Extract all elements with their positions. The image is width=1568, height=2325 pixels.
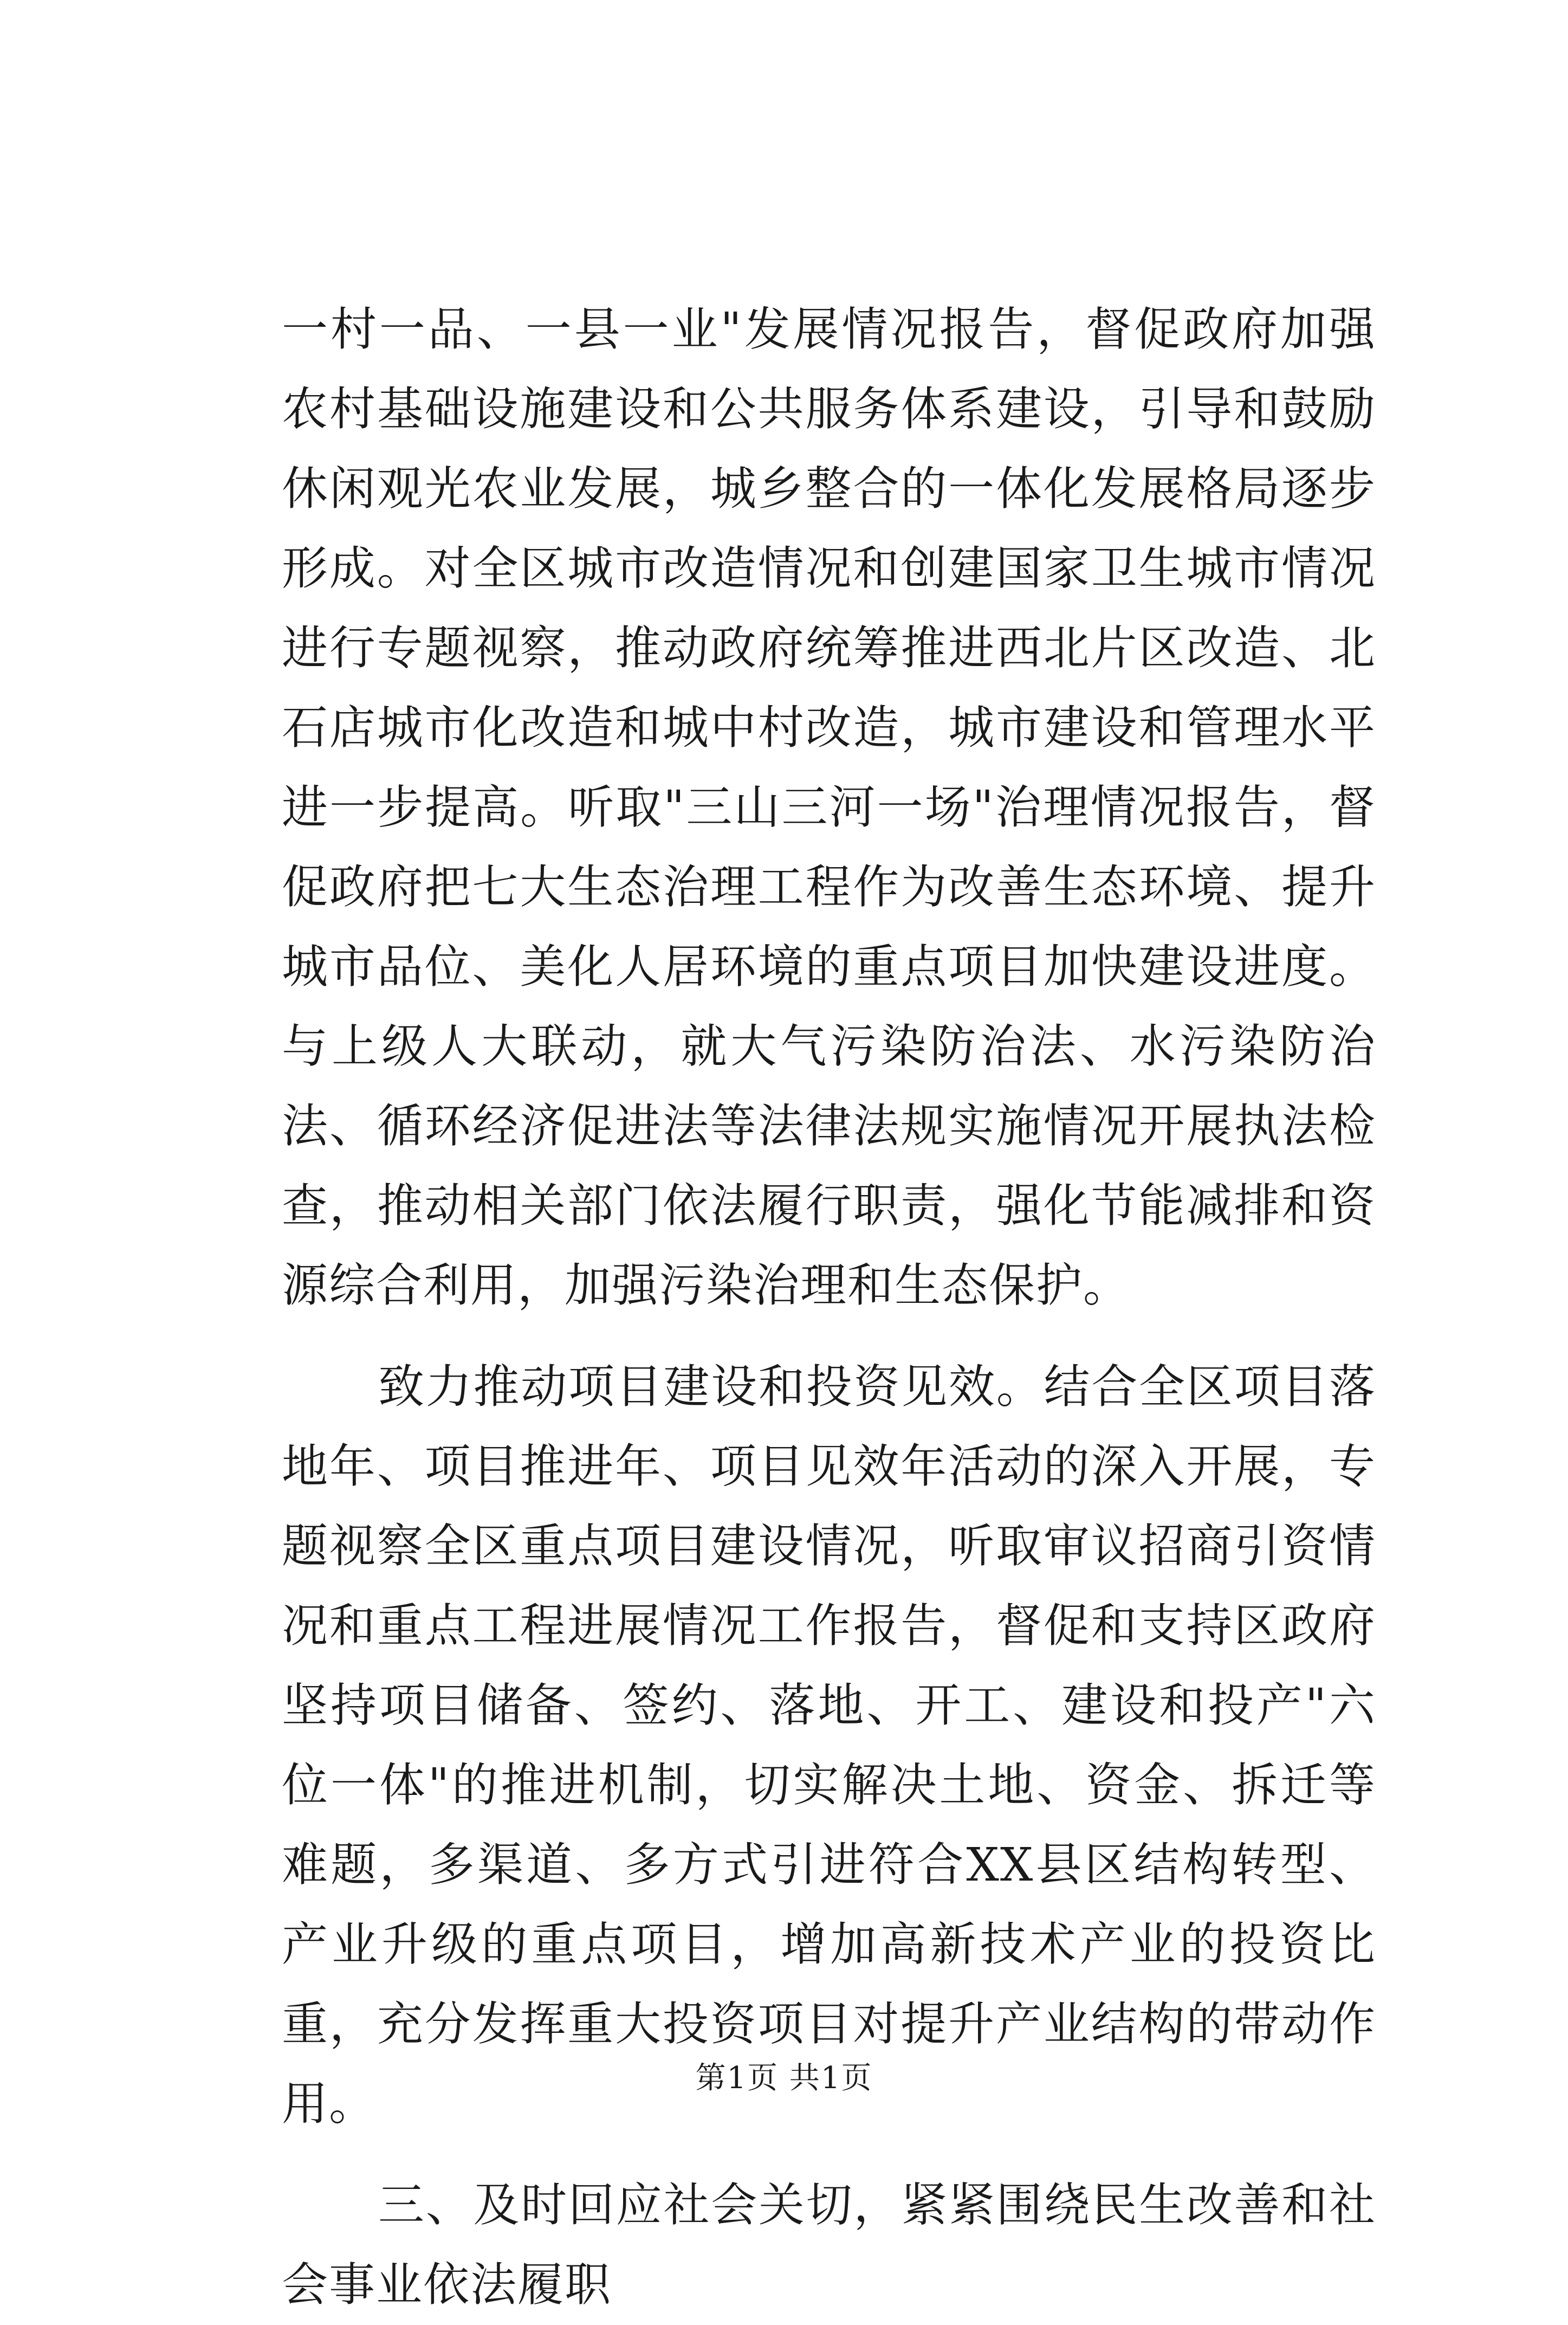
- page-footer: 第1页 共1页: [695, 2061, 873, 2096]
- section-heading-three: 三、及时回应社会关切，紧紧围绕民生改善和社会事业依法履职: [282, 2179, 1376, 2312]
- paragraph-continuation: 一村一品、一县一业"发展情况报告，督促政府加强农村基础设施建设和公共服务体系建设，引导和鼓励休闲观光农业发展，城乡整合的一体化发展格局逐步形成。对全区城市改造情况和创建国家卫生城市情况进行专题视察，推动政府统筹推进西北片区改造、北石店城市化改造和城中村改造，城市建设和管理水平进一步提高。听取"三山三河一场"治理情况报告，督促政府把七大生态治理工程作为改善生态环境、提升城市品位、美化人居环境的重点项目加快建设进度。与上级人大联动，就大气污染防治法、水污染防治法、循环经济促进法等法律法规实施情况开展执法检查，推动相关部门依法履行职责，强化节能减排和资源综合利用，加强污染治理和生态保护。: [282, 303, 1376, 1313]
- document-body: [282, 290, 1376, 2325]
- paragraph-project-construction: 致力推动项目建设和投资见效。结合全区项目落地年、项目推进年、项目见效年活动的深入开展，专题视察全区重点项目建设情况，听取审议招商引资情况和重点工程进展情况工作报告，督促和支持区政府坚持项目储备、签约、落地、开工、建设和投产"六位一体"的推进机制，切实解决土地、资金、拆迁等难题，多渠道、多方式引进符合XX县区结构转型、产业升级的重点项目，增加高新技术产业的投资比重，充分发挥重大投资项目对提升产业结构的带动作用。: [282, 1360, 1376, 2131]
